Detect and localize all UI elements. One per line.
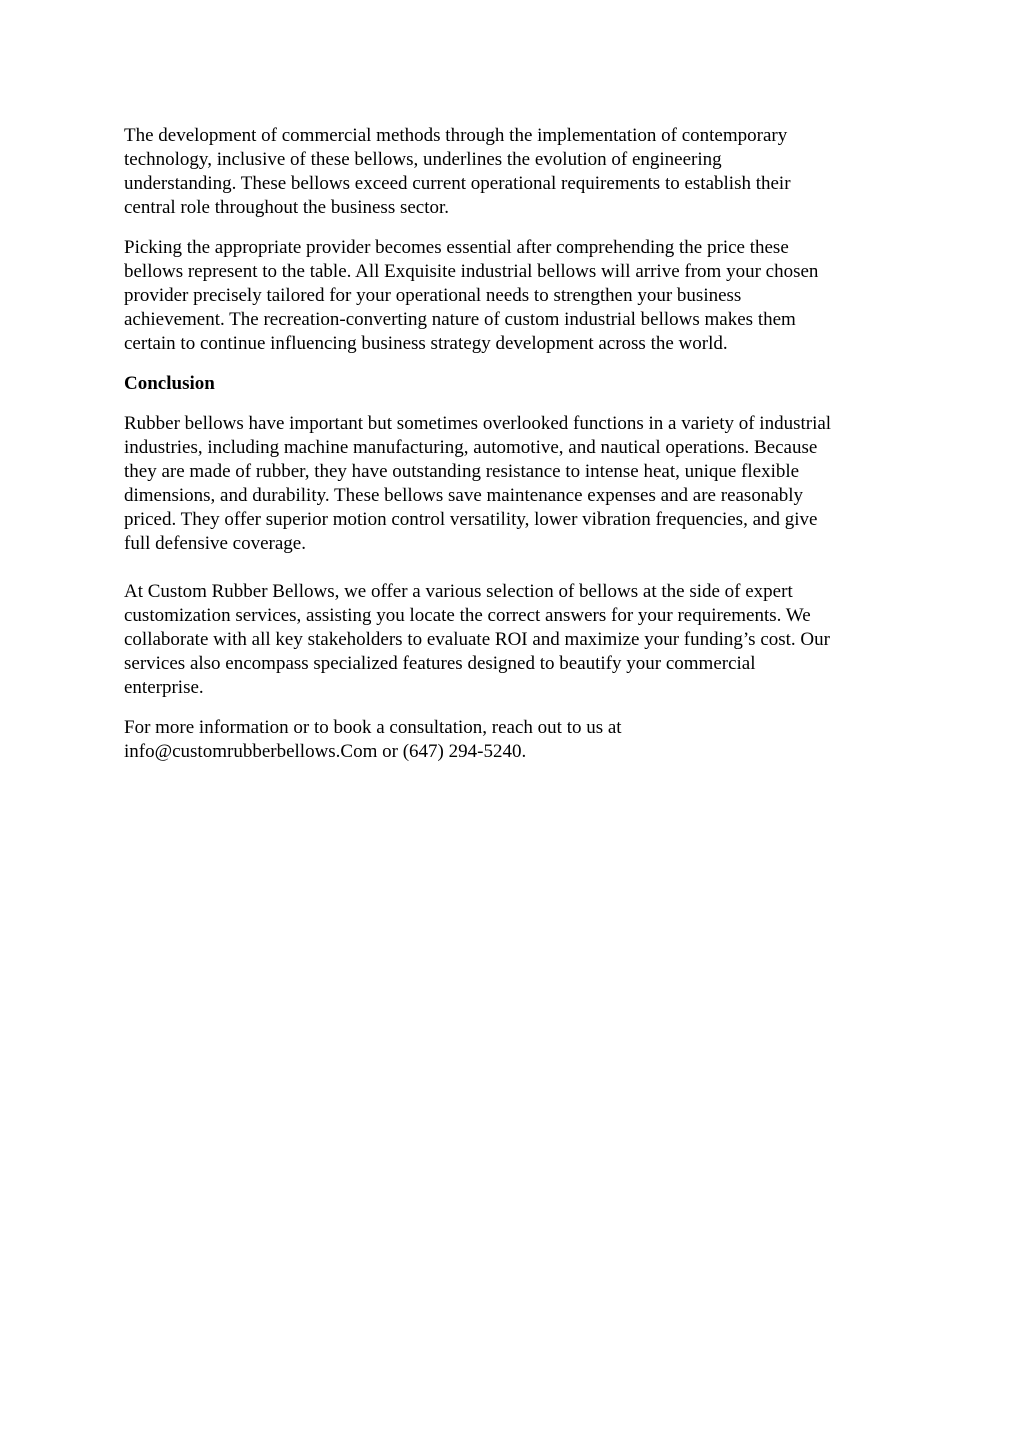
text-line: full defensive coverage. xyxy=(124,533,306,554)
text-line: dimensions, and durability. These bellows save maintenance expenses and are reasonably xyxy=(124,485,804,506)
text-line: industries, including machine manufacturing, automotive, and nautical operations. Because xyxy=(124,437,818,458)
text-line: achievement. The recreation-converting nature of custom industrial bellows makes them xyxy=(124,309,796,330)
contact-line: info@customrubberbellows.Com or (647) 294-5240. xyxy=(124,741,527,762)
text-line: enterprise. xyxy=(124,677,204,698)
text-line: certain to continue influencing business strategy development across the world. xyxy=(124,333,728,354)
text-line: For more information or to book a consultation, reach out to us at xyxy=(124,717,622,738)
paragraph-commercial-methods xyxy=(124,124,904,220)
paragraph-rubber-bellows xyxy=(124,412,904,556)
paragraph-choosing-provider xyxy=(124,236,904,356)
text-line: provider precisely tailored for your operational needs to strengthen your business xyxy=(124,285,742,306)
text-line: understanding. These bellows exceed current operational requirements to establish their xyxy=(124,173,791,194)
text-line: they are made of rubber, they have outstanding resistance to intense heat, unique flexible xyxy=(124,461,800,482)
text-line: At Custom Rubber Bellows, we offer a various selection of bellows at the side of expert xyxy=(124,581,793,602)
paragraph-contact-info xyxy=(124,716,904,764)
text-line: services also encompass specialized features designed to beautify your commercial xyxy=(124,653,756,674)
text-line: bellows represent to the table. All Exquisite industrial bellows will arrive from your chosen xyxy=(124,261,819,282)
section-heading-conclusion: Conclusion xyxy=(124,373,215,394)
text-line: Rubber bellows have important but sometimes overlooked functions in a variety of industrial xyxy=(124,413,832,434)
text-line: collaborate with all key stakeholders to evaluate ROI and maximize your funding’s cost. Our xyxy=(124,629,830,650)
text-line: Picking the appropriate provider becomes essential after comprehending the price these xyxy=(124,237,789,258)
text-line: technology, inclusive of these bellows, underlines the evolution of engineering xyxy=(124,149,722,170)
text-line: priced. They offer superior motion control versatility, lower vibration frequencies, and give xyxy=(124,509,818,530)
text-line: central role throughout the business sector. xyxy=(124,197,450,218)
paragraph-custom-rubber-bellows xyxy=(124,580,904,700)
text-line: customization services, assisting you locate the correct answers for your requirements. We xyxy=(124,605,811,626)
document-body xyxy=(124,124,904,764)
text-line: The development of commercial methods through the implementation of contemporary xyxy=(124,125,788,146)
